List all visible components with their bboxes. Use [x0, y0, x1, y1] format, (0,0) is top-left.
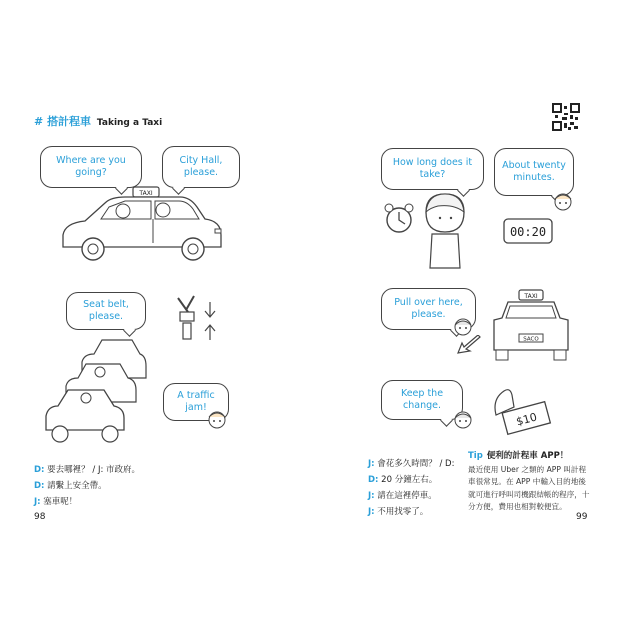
page-number-right: 99: [576, 512, 588, 522]
passenger-face-icon: [452, 315, 474, 337]
dialog-line: J: 請在這裡停車。: [368, 491, 437, 501]
bubble-keep-the-change: Keep the change.: [381, 380, 463, 420]
bubble-seat-belt: Seat belt, please.: [66, 292, 146, 330]
dialog-line: J: 不用找零了。: [368, 507, 429, 517]
bubble-where-are-you-going: Where are you going?: [40, 146, 142, 188]
dialog-line: J: 塞車呢！: [34, 497, 78, 507]
bubble-pull-over: Pull over here, please.: [381, 288, 476, 330]
passenger-face-icon: [452, 408, 474, 430]
right-dialog: [368, 456, 454, 520]
page-number-left: 98: [34, 512, 46, 522]
bubble-city-hall: City Hall, please.: [162, 146, 240, 188]
arrow-down-left-icon: [456, 335, 484, 355]
passenger-illustration: [418, 190, 473, 270]
seatbelt-icon: [172, 292, 222, 344]
license-plate: SACO: [523, 336, 539, 343]
dialog-line: D: 請繫上安全帶。: [34, 481, 107, 491]
taxi-side-illustration: [55, 185, 230, 270]
tip-box: [468, 450, 593, 514]
tip-title: 便利的計程車 APP！: [486, 451, 569, 461]
tip-heading: [468, 450, 593, 463]
bubble-how-long: How long does it take?: [381, 148, 484, 190]
bubble-traffic-jam: A traffic jam!: [163, 383, 229, 421]
left-dialog: [34, 462, 140, 510]
money-hand-illustration: [490, 385, 552, 437]
tip-label: Tip: [468, 451, 483, 461]
dialog-line: D: 要去哪裡？ / J: 市政府。: [34, 465, 141, 475]
qr-code-icon: [552, 103, 580, 131]
heading-title-en: Taking a Taxi: [96, 118, 163, 128]
clock-time: 00:20: [509, 225, 547, 239]
bubble-about-twenty-minutes: About twenty minutes.: [494, 148, 574, 196]
heading-mark: #: [34, 115, 44, 128]
tip-body: 最近使用 Uber 之類的 APP 叫計程車很常見。在 APP 中輸入目的地後就可進行呼叫司機跟結帳的程序，十分方便，費用也相對較便宜。: [468, 464, 590, 511]
driver-face-icon: [206, 408, 228, 430]
bill-amount: $10: [514, 410, 539, 429]
taxi-roof-sign: TAXI: [139, 190, 153, 197]
taxi-rear-roof-sign: TAXI: [524, 293, 538, 300]
dialog-line: J: 會花多久時間？ / D:: [368, 459, 455, 469]
heading-title-zh: 搭計程車: [47, 115, 92, 128]
digital-clock-display: [503, 218, 553, 244]
taxi-rear-illustration: [488, 288, 574, 364]
driver-face-icon: [552, 190, 574, 212]
traffic-jam-illustration: [42, 336, 147, 448]
dialog-line: D: 20 分鐘左右。: [368, 475, 438, 485]
alarm-clock-icon: [381, 200, 417, 236]
section-heading: [34, 113, 162, 129]
